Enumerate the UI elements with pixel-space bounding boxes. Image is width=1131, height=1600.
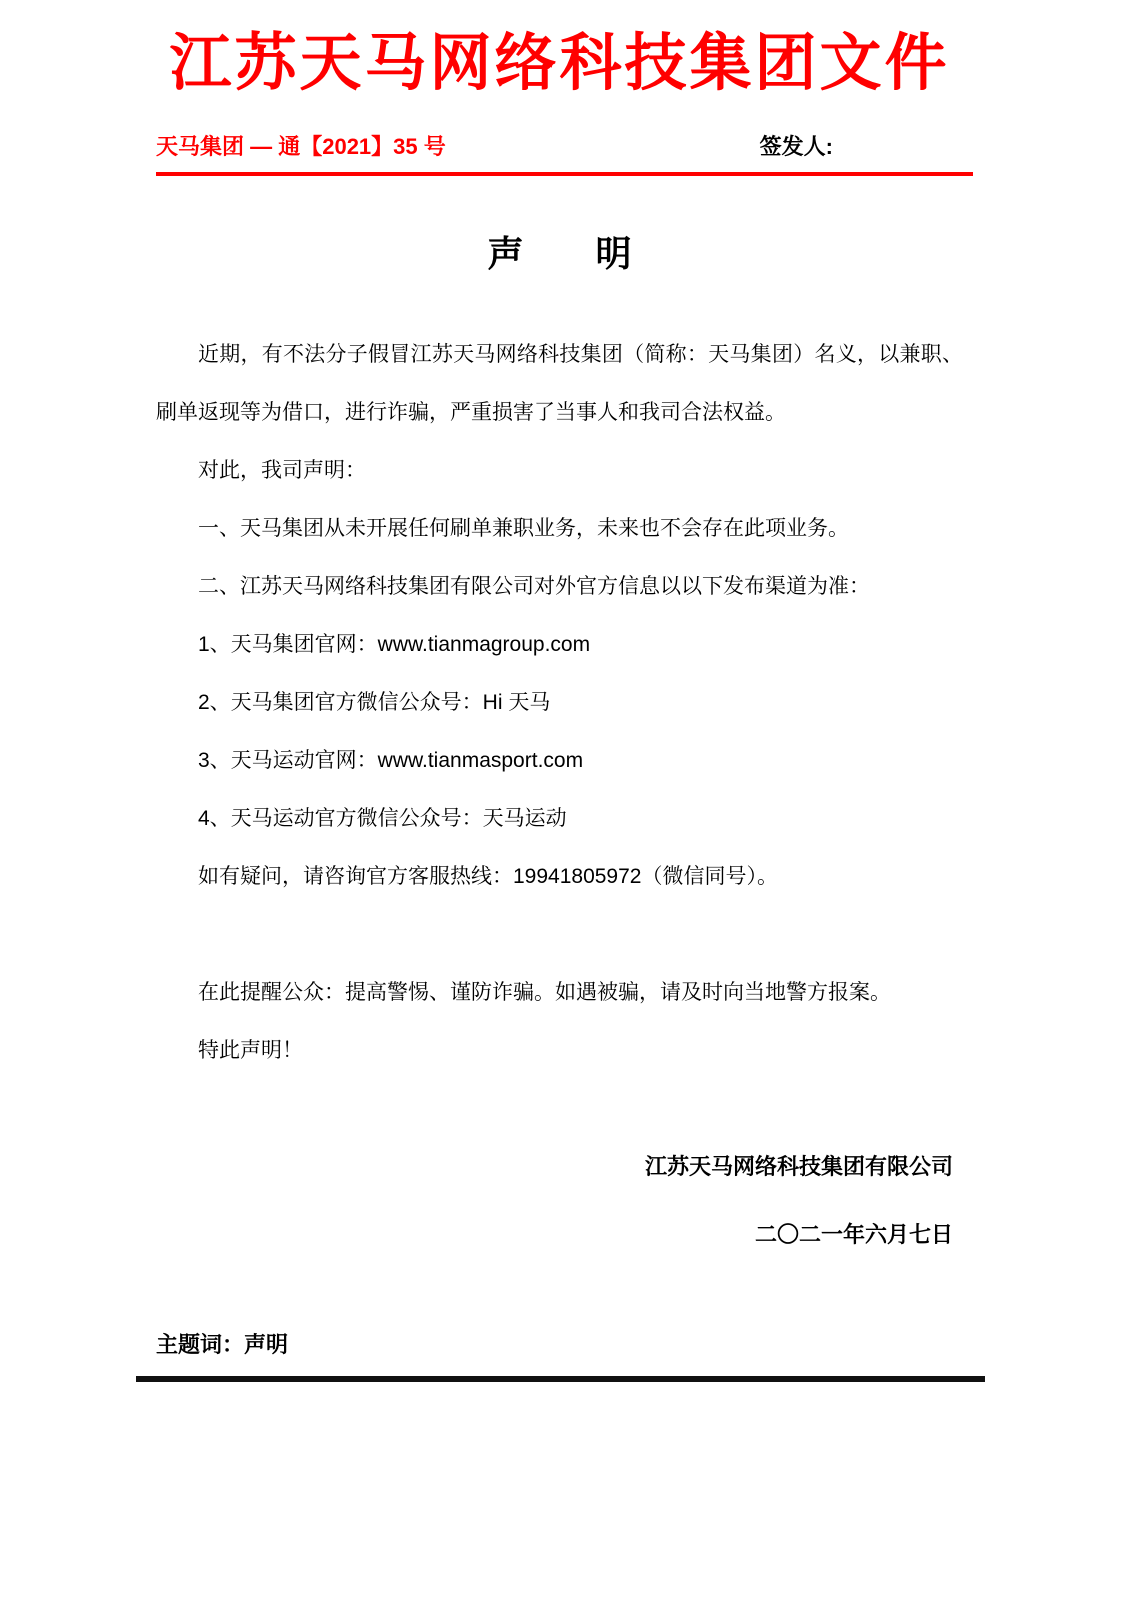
paragraph-item-1: 一、天马集团从未开展任何刷单兼职业务，未来也不会存在此项业务。 — [198, 517, 849, 540]
footer-divider — [136, 1376, 985, 1382]
paragraph-item-2: 二、江苏天马网络科技集团有限公司对外官方信息以以下发布渠道为准： — [198, 575, 870, 598]
document-content — [0, 28, 1131, 1382]
statement-title: 声 明 — [487, 233, 632, 274]
header-divider — [156, 172, 973, 176]
document-header — [156, 28, 963, 176]
signature-block — [156, 1138, 963, 1264]
signature-company: 江苏天马网络科技集团有限公司 — [644, 1154, 953, 1179]
statement-body — [156, 232, 963, 1264]
doc-number: 天马集团 — 通【2021】35 号 — [156, 134, 446, 159]
paragraph-hotline: 如有疑问，请咨询官方客服热线：19941805972（微信同号）。 — [198, 865, 778, 888]
paragraph-channel-2: 2、天马集团官方微信公众号：Hi 天马 — [198, 691, 551, 714]
statement-paragraphs — [156, 326, 963, 1080]
org-title: 江苏天马网络科技集团文件 — [169, 29, 950, 98]
paragraph-channel-1: 1、天马集团官网：www.tianmagroup.com — [198, 633, 591, 656]
paragraph-intro: 近期，有不法分子假冒江苏天马网络科技集团（简称：天马集团）名义，以兼职、刷单返现等为借口，进行诈骗，严重损害了当事人和我司合法权益。 — [156, 343, 963, 424]
signature-date: 二〇二一年六月七日 — [754, 1222, 953, 1247]
issuer-label: 签发人: — [759, 134, 833, 159]
subject-line: 主题词：声明 — [156, 1332, 289, 1357]
paragraph-channel-3: 3、天马运动官网：www.tianmasport.com — [198, 749, 584, 772]
paragraph-warning: 在此提醒公众：提高警惕、谨防诈骗。如遇被骗，请及时向当地警方报案。 — [198, 981, 891, 1004]
paragraph-declare-lead: 对此，我司声明： — [198, 459, 366, 482]
paragraph-closing: 特此声明！ — [198, 1039, 303, 1062]
paragraph-channel-4: 4、天马运动官方微信公众号：天马运动 — [198, 807, 567, 830]
document-footer — [156, 1316, 963, 1382]
doc-meta-row — [156, 134, 963, 160]
